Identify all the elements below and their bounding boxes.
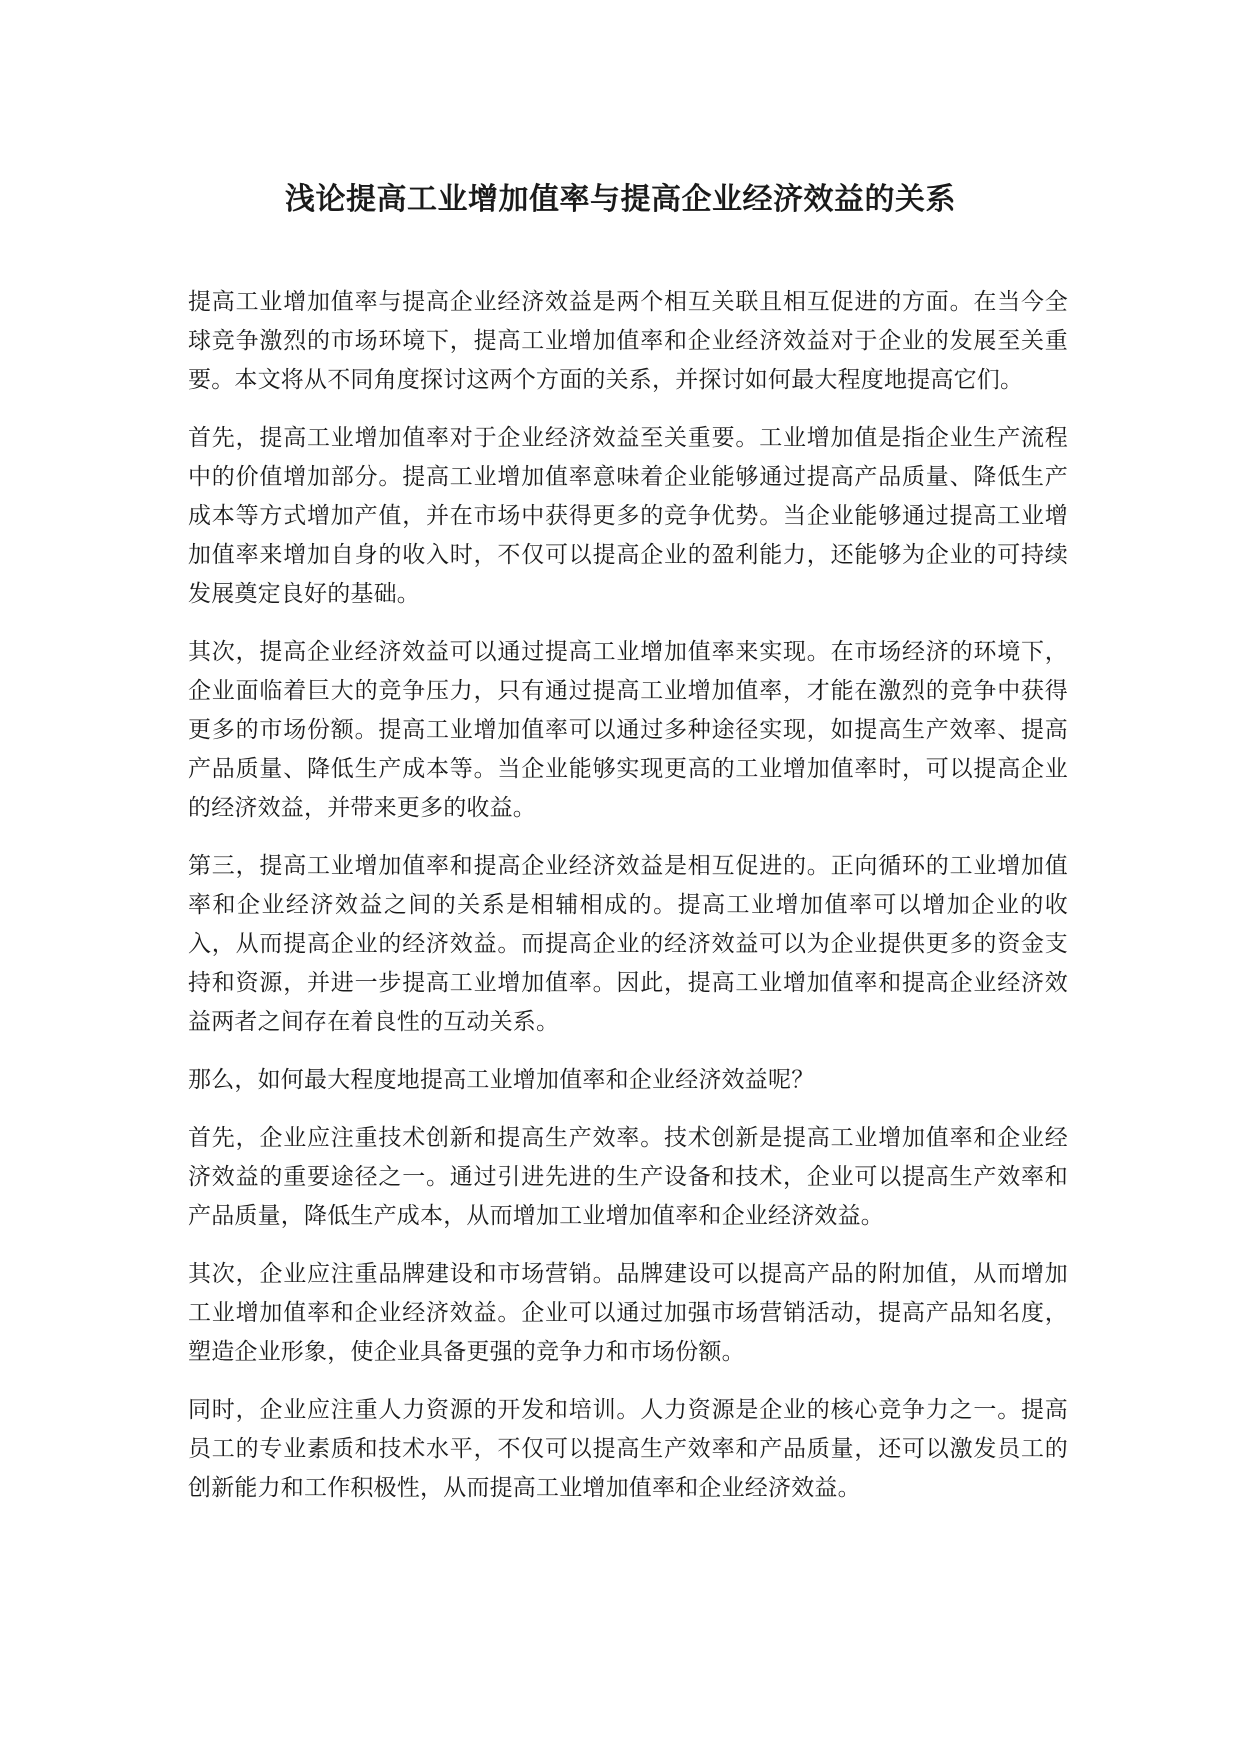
paragraph-second-point: 其次，提高企业经济效益可以通过提高工业增加值率来实现。在市场经济的环境下，企业面临着巨大的竞争压力，只有通过提高工业增加值率，才能在激烈的竞争中获得更多的市场份额。提高工业增加值率可以通过多种途径实现，如提高生产效率、提高产品质量、降低生产成本等。当企业能够实现更高的工业增加值率时，可以提高企业的经济效益，并带来更多的收益。 [188, 639, 1068, 821]
paragraph-branding: 其次，企业应注重品牌建设和市场营销。品牌建设可以提高产品的附加值，从而增加工业增加值率和企业经济效益。企业可以通过加强市场营销活动，提高产品知名度，塑造企业形象，使企业具备更强的竞争力和市场份额。 [188, 1261, 1068, 1365]
paragraph-first-point: 首先，提高工业增加值率对于企业经济效益至关重要。工业增加值是指企业生产流程中的价值增加部分。提高工业增加值率意味着企业能够通过提高产品质量、降低生产成本等方式增加产值，并在市场中获得更多的竞争优势。当企业能够通过提高工业增加值率来增加自身的收入时，不仅可以提高企业的盈利能力，还能够为企业的可持续发展奠定良好的基础。 [188, 425, 1068, 607]
paragraph-technology: 首先，企业应注重技术创新和提高生产效率。技术创新是提高工业增加值率和企业经济效益的重要途径之一。通过引进先进的生产设备和技术，企业可以提高生产效率和产品质量，降低生产成本，从而增加工业增加值率和企业经济效益。 [188, 1125, 1068, 1229]
document-title: 浅论提高工业增加值率与提高企业经济效益的关系 [285, 182, 956, 217]
document-body [188, 283, 1068, 1527]
paragraph-third-point: 第三，提高工业增加值率和提高企业经济效益是相互促进的。正向循环的工业增加值率和企业经济效益之间的关系是相辅相成的。提高工业增加值率可以增加企业的收入，从而提高企业的经济效益。而提高企业的经济效益可以为企业提供更多的资金支持和资源，并进一步提高工业增加值率。因此，提高工业增加值率和提高企业经济效益两者之间存在着良性的互动关系。 [188, 853, 1068, 1035]
paragraph-human-resources: 同时，企业应注重人力资源的开发和培训。人力资源是企业的核心竞争力之一。提高员工的专业素质和技术水平，不仅可以提高生产效率和产品质量，还可以激发员工的创新能力和工作积极性，从而提高工业增加值率和企业经济效益。 [188, 1397, 1068, 1501]
paragraph-intro: 提高工业增加值率与提高企业经济效益是两个相互关联且相互促进的方面。在当今全球竞争激烈的市场环境下，提高工业增加值率和企业经济效益对于企业的发展至关重要。本文将从不同角度探讨这两个方面的关系，并探讨如何最大程度地提高它们。 [188, 289, 1068, 393]
paragraph-question: 那么，如何最大程度地提高工业增加值率和企业经济效益呢？ [188, 1067, 815, 1093]
